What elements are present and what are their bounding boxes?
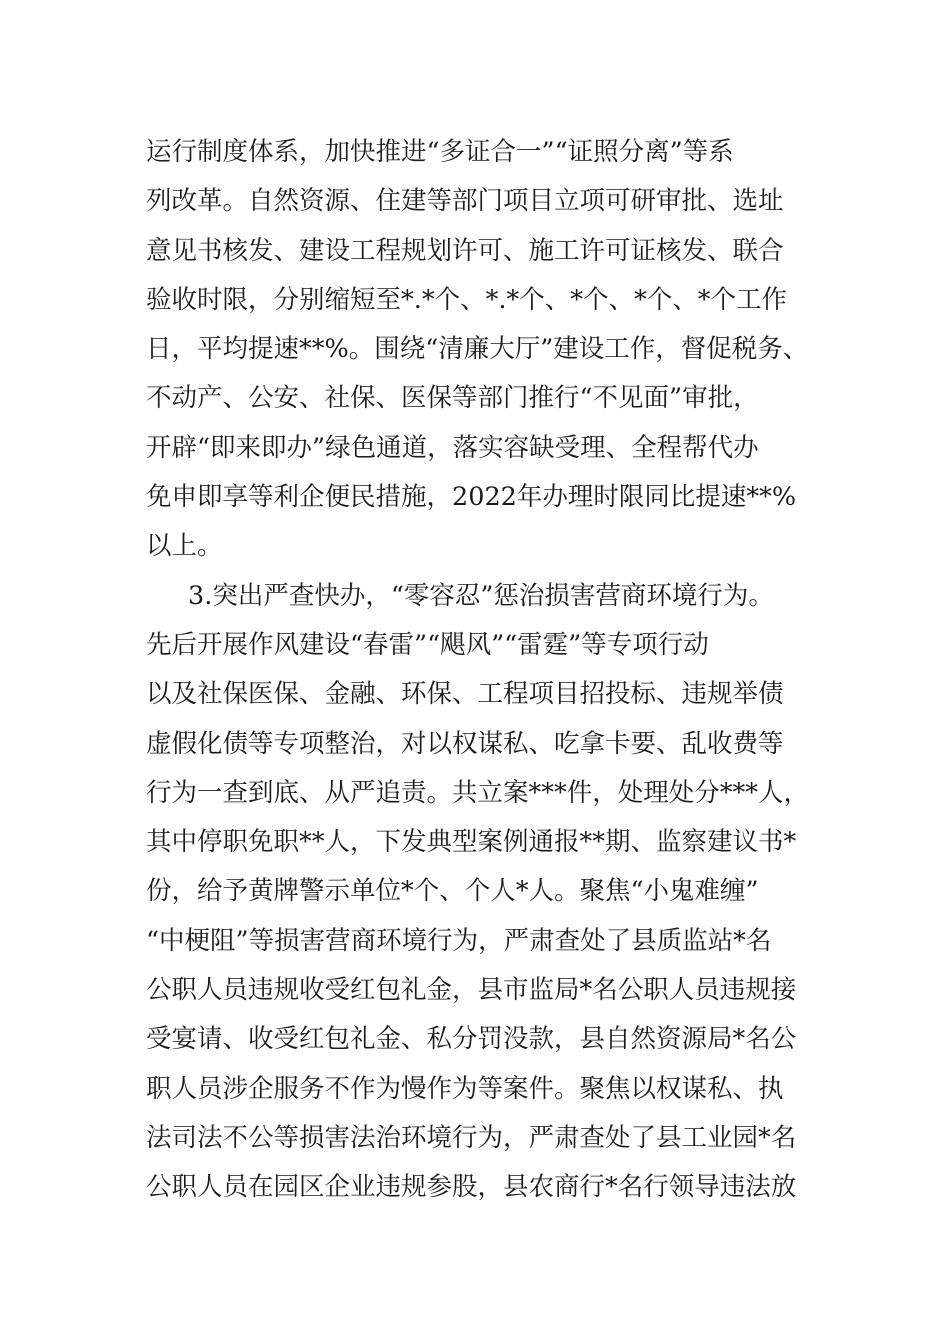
text-line: 列改革。自然资源、住建等部门项目立项可研审批、选址: [146, 186, 784, 217]
text-line: 开辟“即来即办”绿色通道，落实容缺受理、全程帮代办: [146, 432, 759, 463]
text-line: 意见书核发、建设工程规划许可、施工许可证核发、联合: [146, 235, 784, 266]
text-line: 公职人员在园区企业违规参股，县农商行*名行领导违法放: [146, 1172, 797, 1203]
text-line: 验收时限，分别缩短至*.*个、*.*个、*个、*个、*个工作: [146, 284, 787, 315]
text-line: 职人员涉企服务不作为慢作为等案件。聚焦以权谋私、执: [146, 1073, 784, 1104]
text-line: 虚假化债等专项整治，对以权谋私、吃拿卡要、乱收费等: [146, 728, 784, 759]
text-line: 以上。: [146, 531, 223, 562]
text-line: “中梗阻”等损害营商环境行为，严肃查处了县质监站*名: [146, 925, 772, 956]
section-heading-line: 3.突出严查快办，“零容忍”惩治损害营商环境行为。: [188, 580, 774, 611]
text-line: 运行制度体系，加快推进“多证合一”“证照分离”等系: [146, 137, 734, 167]
text-line: 不动产、公安、社保、医保等部门推行“不见面”审批，: [146, 383, 759, 414]
text-line: 免申即享等利企便民措施，2022年办理时限同比提速**%: [146, 482, 797, 513]
body-text: [146, 128, 826, 1213]
text-line: 份，给予黄牌警示单位*个、个人*人。聚焦“小鬼难缠”: [146, 876, 759, 907]
text-line: 先后开展作风建设“春雷”“飓风”“雷霆”等专项行动: [146, 629, 709, 660]
text-line: 行为一查到底、从严追责。共立案***件，处理处分***人，: [146, 777, 810, 808]
text-line: 受宴请、收受红包礼金、私分罚没款，县自然资源局*名公: [146, 1024, 797, 1055]
text-line: 日，平均提速**%。围绕“清廉大厅”建设工作，督促税务、: [146, 334, 809, 365]
text-line: 公职人员违规收受红包礼金，县市监局*名公职人员违规接: [146, 975, 797, 1006]
text-line: 法司法不公等损害法治环境行为，严肃查处了县工业园*名: [146, 1122, 797, 1153]
text-line: 以及社保医保、金融、环保、工程项目招投标、违规举债: [146, 679, 784, 710]
text-line: 其中停职免职**人，下发典型案例通报**期、监察建议书*: [146, 827, 797, 858]
